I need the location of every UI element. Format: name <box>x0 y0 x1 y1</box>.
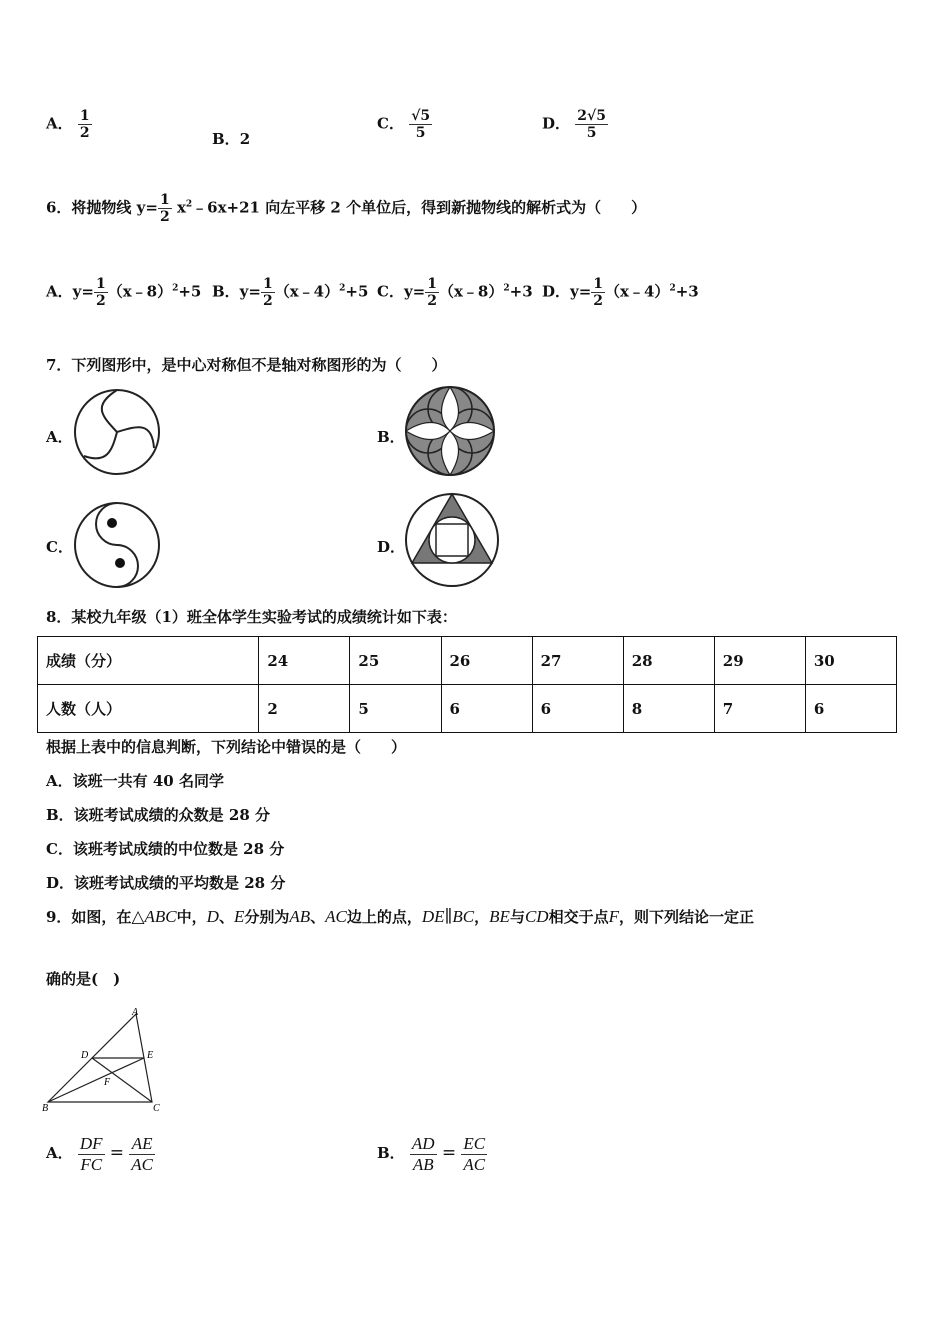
label-f: F <box>104 1077 111 1088</box>
stem-text: 边上的点， <box>346 908 422 926</box>
stem-text: 相交于点 <box>548 908 609 926</box>
numerator: AE <box>129 1134 155 1155</box>
option-label: D．y= <box>542 282 592 301</box>
option-label: C．y= <box>377 282 426 301</box>
denominator: 2 <box>95 293 106 310</box>
option-label: C． <box>377 114 404 133</box>
numerator: 1 <box>95 276 106 292</box>
swirl-arc <box>117 427 154 448</box>
table-row <box>38 637 897 685</box>
numerator: 1 <box>427 276 437 292</box>
denominator: 5 <box>586 125 597 142</box>
label-b: B <box>42 1103 49 1114</box>
q6-stem <box>46 192 646 225</box>
option-label: D． <box>542 114 571 133</box>
numerator: 1 <box>262 276 273 292</box>
segment-be <box>48 1058 144 1102</box>
table-header-cell: 人数（人） <box>38 685 259 733</box>
table-cell: 29 <box>714 637 805 685</box>
q5-option-d <box>542 108 608 141</box>
four-petal-circle-figure <box>402 384 498 478</box>
math-f: F <box>608 907 619 926</box>
numerator: DF <box>79 1134 103 1153</box>
q5-option-b <box>212 128 250 149</box>
equals-sign: = <box>109 1143 125 1164</box>
exponent: 2 <box>669 283 676 294</box>
stem-text: 分别为 <box>244 908 290 926</box>
option-label: B．y= <box>212 282 261 301</box>
stem-text: ，则下列结论一定正 <box>619 908 755 926</box>
equals-sign: = <box>441 1143 457 1164</box>
segment-cd <box>92 1058 152 1102</box>
math-be: BE <box>489 907 510 926</box>
table-cell: 6 <box>805 685 896 733</box>
black-dot <box>115 558 125 568</box>
q9-option-a <box>46 1134 155 1174</box>
table-cell: 2 <box>259 685 350 733</box>
q7-stem: 7．下列图形中，是中心对称但不是轴对称图形的为（ ） <box>46 356 447 374</box>
exponent: 2 <box>172 283 179 294</box>
q6-option-a <box>46 276 201 309</box>
numerator: 1 <box>593 276 604 292</box>
denominator: 2 <box>593 293 604 310</box>
numerator: 1 <box>159 192 170 208</box>
math-ac: AC <box>325 907 347 926</box>
table-cell: 25 <box>350 637 441 685</box>
numerator: EC <box>463 1134 486 1153</box>
stem-text: ， <box>474 908 490 926</box>
math-parallel: DE∥BC <box>421 907 475 926</box>
stem-text: 、 <box>218 908 234 926</box>
yin-yang-circle-figure <box>72 500 162 590</box>
table-cell: 28 <box>623 637 714 685</box>
triangle-diagram <box>40 1004 170 1116</box>
exponent: 2 <box>503 283 510 294</box>
numerator: 1 <box>79 108 90 124</box>
label-c: C <box>153 1103 160 1114</box>
numerator: √5 <box>411 108 431 124</box>
black-dot <box>107 518 117 528</box>
option-label: A．y= <box>46 282 94 301</box>
denominator: FC <box>80 1154 103 1174</box>
option-expr: （x﹣4） <box>605 282 670 301</box>
table-cell: 30 <box>805 637 896 685</box>
triangle-square-figure <box>402 490 502 590</box>
fraction <box>409 108 432 141</box>
q8-option-a: A．该班一共有 40 名同学 <box>46 772 224 790</box>
q8-question: 根据上表中的信息判断，下列结论中错误的是（ ） <box>46 738 407 756</box>
label-d: D <box>81 1050 89 1061</box>
fraction <box>94 276 108 309</box>
denominator: AC <box>131 1154 153 1174</box>
math-ab: AB <box>289 907 311 926</box>
numerator: AD <box>411 1134 435 1153</box>
q7-option-c-label: C． <box>46 538 73 556</box>
stem-text: 与 <box>509 908 525 926</box>
option-tail: +3 <box>509 282 533 301</box>
fraction <box>461 1134 487 1174</box>
stem-text: 9．如图，在 <box>46 908 132 926</box>
fraction <box>261 276 275 309</box>
q7-option-a-label: A． <box>46 428 73 446</box>
swirl-arc <box>102 390 117 432</box>
q5-option-a <box>46 108 92 141</box>
table-cell: 24 <box>259 637 350 685</box>
table-cell: 26 <box>441 637 532 685</box>
q8-option-d: D．该班考试成绩的平均数是 28 分 <box>46 874 286 892</box>
exponent: 2 <box>185 199 193 210</box>
score-table <box>37 636 897 733</box>
table-cell: 27 <box>532 637 623 685</box>
swirl-arc <box>84 432 117 458</box>
fraction <box>129 1134 155 1174</box>
stem-text: 6．将抛物线 y= <box>46 198 158 217</box>
option-label: B． <box>377 1144 405 1163</box>
denominator: 2 <box>427 293 437 310</box>
label-a: A <box>132 1007 139 1018</box>
q9-stem <box>46 906 906 927</box>
denominator: 2 <box>159 209 170 226</box>
three-swirl-circle-figure <box>72 386 162 478</box>
denominator: 5 <box>415 125 426 142</box>
denominator: AB <box>412 1154 434 1174</box>
table-header-cell: 成绩（分） <box>38 637 259 685</box>
exponent: 2 <box>339 283 346 294</box>
q6-option-b <box>212 276 368 309</box>
option-label: A． <box>46 114 73 133</box>
option-label: A． <box>46 1144 73 1163</box>
fraction <box>410 1134 437 1174</box>
denominator: 2 <box>79 125 90 142</box>
math-d: D <box>206 907 219 926</box>
q9-stem-line2: 确的是( ) <box>46 970 121 988</box>
option-tail: +5 <box>345 282 369 301</box>
fraction <box>425 276 439 309</box>
option-expr: （x﹣8） <box>438 282 504 301</box>
option-tail: +3 <box>675 282 699 301</box>
option-label: B． <box>212 130 240 148</box>
option-expr: （x﹣8） <box>107 282 173 301</box>
denominator: 2 <box>262 293 273 310</box>
q5-option-c <box>377 108 432 141</box>
q6-option-c <box>377 276 533 309</box>
fraction <box>591 276 605 309</box>
table-cell: 6 <box>441 685 532 733</box>
stem-text: ﹣6x+21 向左平移 2 个单位后，得到新抛物线的解析式为（ ） <box>192 198 647 217</box>
stem-text: 中， <box>176 908 207 926</box>
table-cell: 5 <box>350 685 441 733</box>
stem-text: x <box>176 198 186 217</box>
stem-text: 、 <box>310 908 326 926</box>
q7-option-d-label: D． <box>377 538 406 556</box>
q8-option-b: B．该班考试成绩的众数是 28 分 <box>46 806 270 824</box>
q7-option-b-label: B． <box>377 428 405 446</box>
fraction <box>78 108 92 141</box>
q6-option-d <box>542 276 699 309</box>
table-cell: 7 <box>714 685 805 733</box>
fraction <box>78 1134 105 1174</box>
table-cell: 8 <box>623 685 714 733</box>
math-tri: △ABC <box>131 907 177 926</box>
q9-option-b <box>377 1134 487 1174</box>
option-tail: +5 <box>178 282 202 301</box>
fraction <box>158 192 172 225</box>
denominator: AC <box>463 1154 486 1174</box>
table-row <box>38 685 897 733</box>
fraction <box>575 108 608 141</box>
option-expr: （x﹣4） <box>274 282 340 301</box>
math-cd: CD <box>524 907 549 926</box>
q8-stem: 8．某校九年级（1）班全体学生实验考试的成绩统计如下表： <box>46 608 457 626</box>
numerator: 2√5 <box>577 108 606 124</box>
math-e: E <box>233 907 245 926</box>
option-value: 2 <box>239 130 251 148</box>
label-e: E <box>147 1050 154 1061</box>
table-cell: 6 <box>532 685 623 733</box>
s-curve <box>96 503 138 587</box>
q8-option-c: C．该班考试成绩的中位数是 28 分 <box>46 840 285 858</box>
